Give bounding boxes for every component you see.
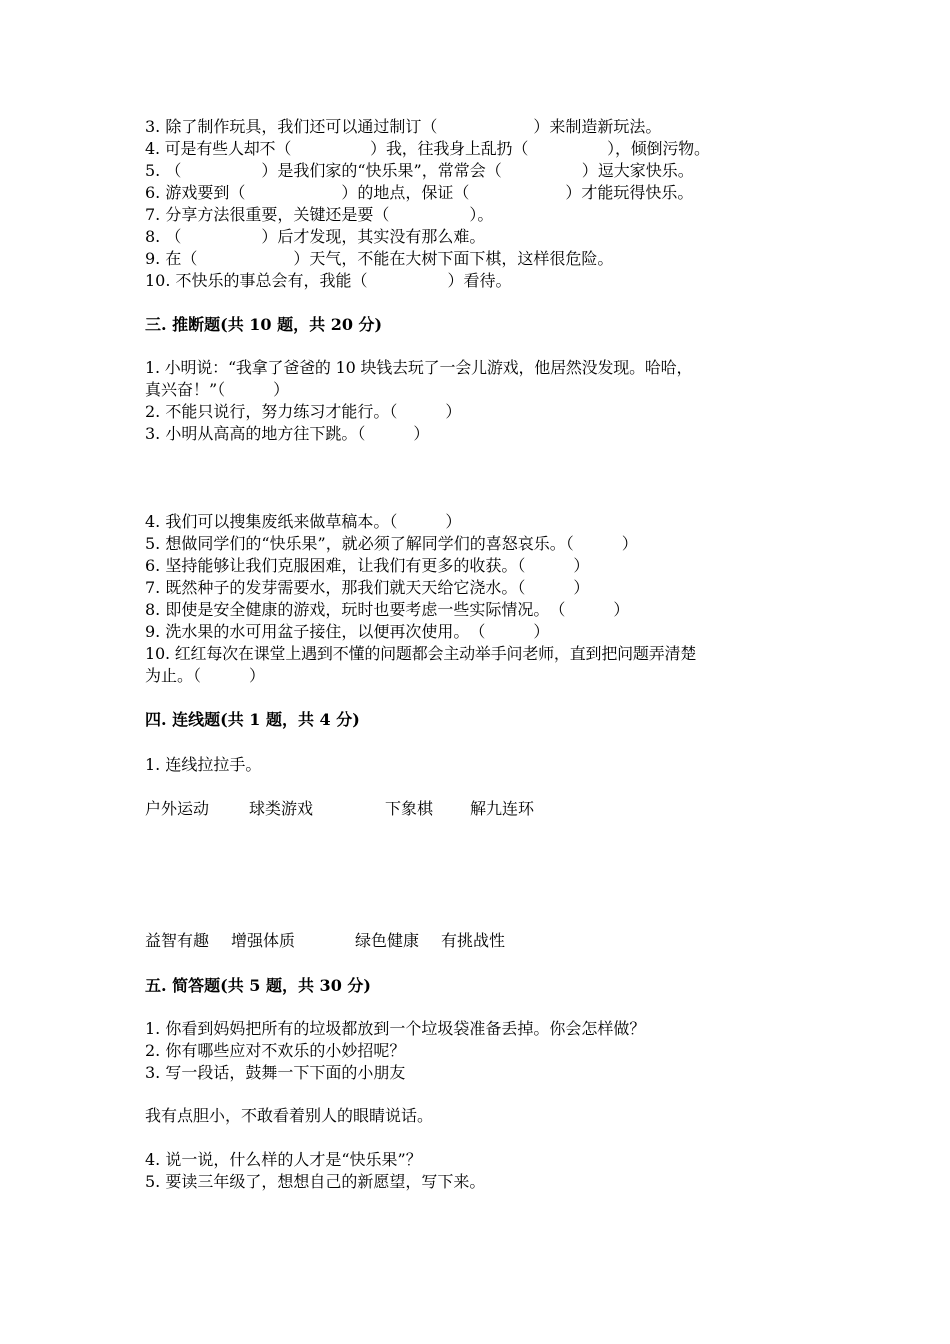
- fill-in-item-4: 4. 可是有些人却不（ ）我，往我身上乱扔（ ），倾倒污物。: [145, 139, 710, 158]
- short-answer-item-5: 5. 要读三年级了，想想自己的新愿望，写下来。: [145, 1172, 486, 1191]
- short-answer-item-3: 3. 写一段话，鼓舞一下下面的小朋友: [145, 1063, 406, 1082]
- judge-item-1-line-1: 1. 小明说：“我拿了爸爸的 10 块钱去玩了一会儿游戏，他居然没发现。哈哈，: [145, 358, 693, 377]
- fill-in-item-3: 3. 除了制作玩具，我们还可以通过制订（ ）来制造新玩法。: [145, 117, 662, 136]
- judge-item-3: 3. 小明从高高的地方往下跳。（ ）: [145, 424, 430, 443]
- judge-item-7: 7. 既然种子的发芽需要水，那我们就天天给它浇水。（ ）: [145, 578, 590, 597]
- judge-item-1-line-2: 真兴奋！”（ ）: [145, 380, 290, 399]
- fill-in-item-5: 5. （ ）是我们家的“快乐果”，常常会（ ）逗大家快乐。: [145, 161, 694, 180]
- section-3-title: 三. 推断题(共 10 题，共 20 分): [145, 315, 383, 334]
- fill-in-item-10: 10. 不快乐的事总会有，我能（ ）看待。: [145, 271, 512, 290]
- judge-item-8: 8. 即使是安全健康的游戏，玩时也要考虑一些实际情况。 （ ）: [145, 600, 630, 619]
- judge-item-10-line-2: 为止。（ ）: [145, 666, 266, 685]
- judge-item-9: 9. 洗水果的水可用盆子接住，以便再次使用。 （ ）: [145, 622, 550, 641]
- matching-bottom-item-2: 增强体质: [231, 931, 296, 950]
- section-5-title: 五. 简答题(共 5 题，共 30 分): [145, 976, 371, 995]
- matching-bottom-item-4: 有挑战性: [441, 931, 506, 950]
- short-answer-item-2: 2. 你有哪些应对不欢乐的小妙招呢？: [145, 1041, 406, 1060]
- judge-item-2: 2. 不能只说行，努力练习才能行。（ ）: [145, 402, 462, 421]
- matching-top-item-4: 解九连环: [470, 799, 535, 818]
- fill-in-item-6: 6. 游戏要到（ ）的地点，保证（ ）才能玩得快乐。: [145, 183, 694, 202]
- fill-in-item-7: 7. 分享方法很重要，关键还是要（ ）。: [145, 205, 494, 224]
- matching-top-item-2: 球类游戏: [249, 799, 314, 818]
- short-answer-item-1: 1. 你看到妈妈把所有的垃圾都放到一个垃圾袋准备丢掉。你会怎样做？: [145, 1019, 646, 1038]
- matching-bottom-item-3: 绿色健康: [355, 931, 420, 950]
- matching-top-item-1: 户外运动: [145, 799, 210, 818]
- short-answer-quote: 我有点胆小，不敢看着别人的眼睛说话。: [145, 1106, 434, 1125]
- judge-item-6: 6. 坚持能够让我们克服困难，让我们有更多的收获。（ ）: [145, 556, 590, 575]
- matching-top-item-3: 下象棋: [385, 799, 434, 818]
- judge-item-10-line-1: 10. 红红每次在课堂上遇到不懂的问题都会主动举手问老师，直到把问题弄清楚: [145, 644, 697, 663]
- judge-item-5: 5. 想做同学们的“快乐果”，就必须了解同学们的喜怒哀乐。（ ）: [145, 534, 638, 553]
- judge-item-4: 4. 我们可以搜集废纸来做草稿本。（ ）: [145, 512, 462, 531]
- short-answer-item-4: 4. 说一说，什么样的人才是“快乐果”？: [145, 1150, 422, 1169]
- fill-in-item-9: 9. 在（ ）天气，不能在大树下面下棋，这样很危险。: [145, 249, 614, 268]
- matching-question: 1. 连线拉拉手。: [145, 755, 262, 774]
- section-4-title: 四. 连线题(共 1 题，共 4 分): [145, 710, 360, 729]
- matching-bottom-item-1: 益智有趣: [145, 931, 210, 950]
- fill-in-item-8: 8. （ ）后才发现，其实没有那么难。: [145, 227, 486, 246]
